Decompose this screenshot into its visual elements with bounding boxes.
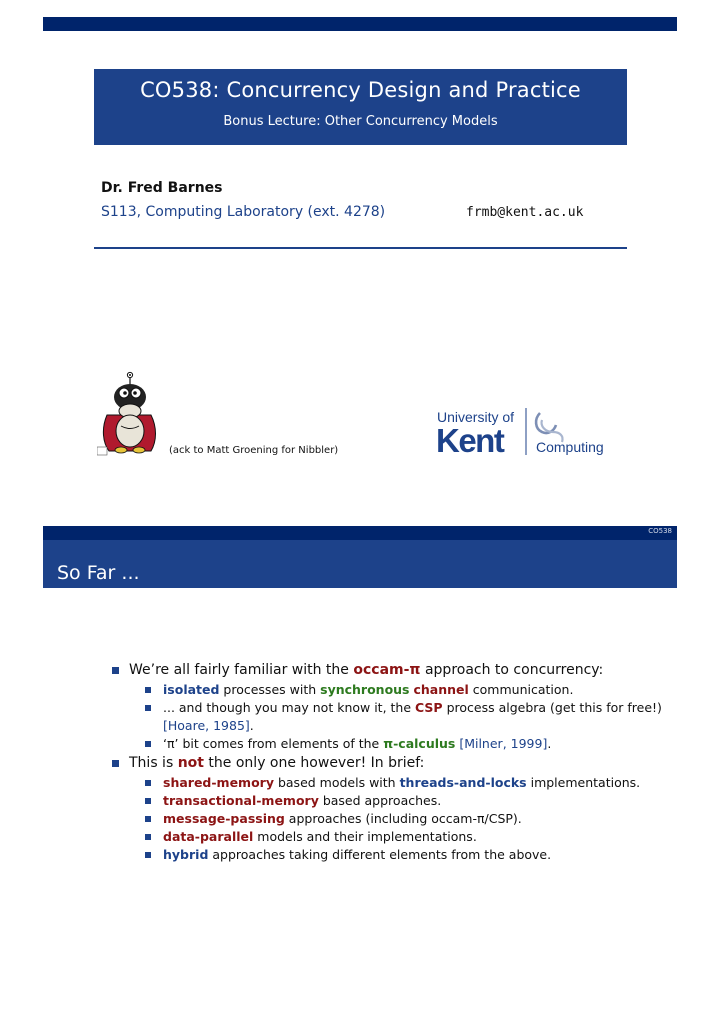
svg-text:Kent: Kent [436, 422, 504, 459]
bullet-square-icon [145, 705, 151, 711]
list-item: hybrid approaches taking different elements from the above. [111, 846, 671, 864]
title-divider [94, 247, 627, 249]
bullet-square-icon [145, 780, 151, 786]
list-item: ... and though you may not know it, the CSP process algebra (get this for free!) [Hoare, 1985]. [111, 699, 671, 735]
list-item: shared-memory based models with threads-and-locks implementations. [111, 774, 671, 792]
slide-subtitle: Bonus Lecture: Other Concurrency Models [223, 114, 498, 129]
bullet-square-icon [145, 741, 151, 747]
list-item: ‘π’ bit comes from elements of the π-calculus [Milner, 1999]. [111, 735, 671, 753]
slide-top-bar [43, 17, 677, 31]
list-item: data-parallel models and their implementations. [111, 828, 671, 846]
kent-computing-logo [436, 405, 608, 461]
bullet-square-icon [145, 687, 151, 693]
author-name: Dr. Fred Barnes [101, 180, 223, 196]
frame-title-bar [43, 540, 677, 588]
svg-text:Computing: Computing [536, 439, 604, 455]
slide-top-bar [43, 526, 677, 540]
bullet-square-icon [145, 816, 151, 822]
image-credit: (ack to Matt Groening for Nibbler) [169, 445, 339, 456]
bullet-square-icon [145, 798, 151, 804]
bullet-list [111, 660, 671, 864]
bullet-square-icon [112, 760, 119, 767]
list-item: message-passing approaches (including occam-π/CSP). [111, 810, 671, 828]
author-office: S113, Computing Laboratory (ext. 4278) [101, 204, 386, 220]
slide-title: CO538: Concurrency Design and Practice [140, 78, 581, 102]
svg-text:University of: University of [437, 409, 515, 425]
list-item: This is not the only one however! In brief: [111, 753, 671, 773]
list-item: We’re all fairly familiar with the occam-π approach to concurrency: [111, 660, 671, 680]
nibbler-image [97, 371, 161, 459]
title-box [94, 69, 627, 145]
bullet-square-icon [145, 852, 151, 858]
list-item: transactional-memory based approaches. [111, 792, 671, 810]
author-email: frmb@kent.ac.uk [466, 205, 584, 220]
course-code: CO538 [648, 527, 672, 535]
bullet-square-icon [112, 667, 119, 674]
list-item: isolated processes with synchronous channel communication. [111, 681, 671, 699]
frame-title: So Far ... [57, 562, 140, 584]
bullet-square-icon [145, 834, 151, 840]
